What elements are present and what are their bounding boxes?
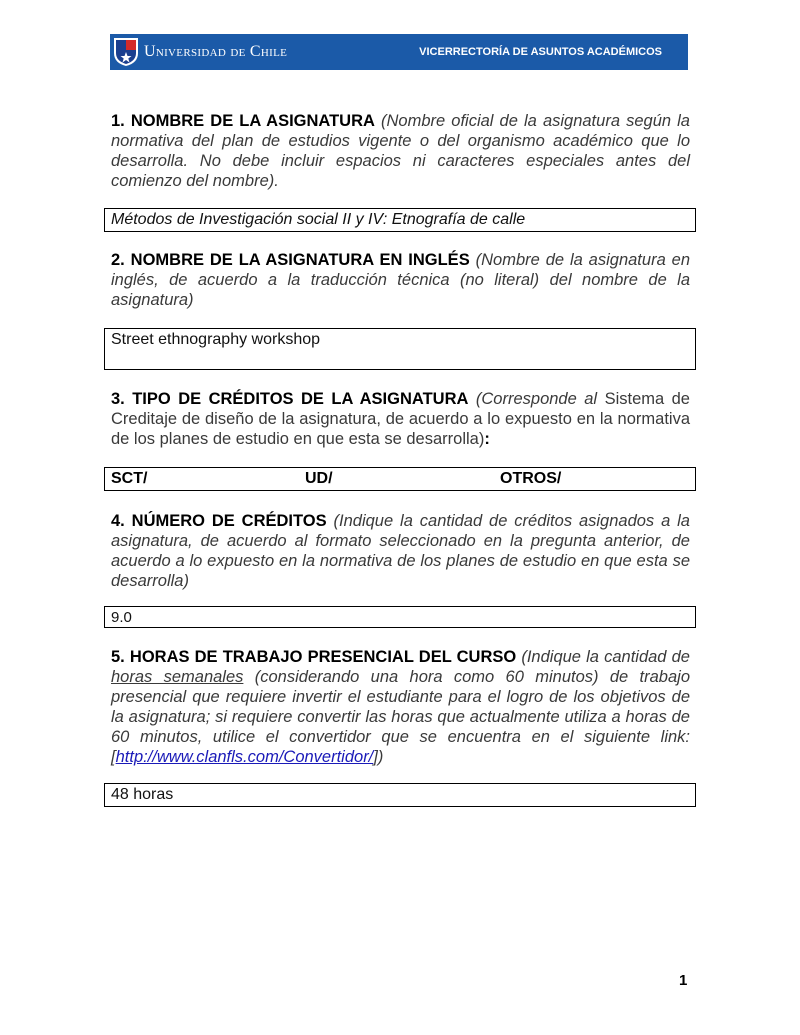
page-number: 1 [679,972,688,989]
section-3-note-b: Sistema de Creditaje de diseño de la asignatura, de acuerdo a lo expuesto en la normativa de los planes de estudio en que esta se desarrolla) [111,390,690,448]
unit-name: VICERRECTORÍA DE ASUNTOS ACADÉMICOS [419,46,662,58]
link-close-bracket: ]) [373,748,384,766]
header-banner [110,34,688,70]
university-shield-icon [113,37,139,67]
section-2-heading [111,250,690,310]
hours-value: 48 horas [111,786,174,803]
credit-type-ud: UD/ [305,470,333,487]
credit-type-sct: SCT/ [111,470,148,487]
section-2-note: (Nombre de la asignatura en inglés, de acuerdo a la traducción técnica (no literal) del nombre de la asignatura) [111,251,690,309]
link-open-bracket: [ [111,748,116,766]
course-name-value: Métodos de Investigación social II y IV: Etnografía de calle [111,211,526,228]
credit-type-otros: OTROS/ [500,470,562,487]
section-1-title: 1. NOMBRE DE LA ASIGNATURA [111,112,375,130]
section-3-colon: : [484,430,490,448]
section-3-heading [111,389,690,449]
hours-field [104,783,696,807]
section-5-note-underlined: horas semanales [111,668,244,686]
english-name-value: Street ethnography workshop [111,331,321,348]
section-3-title: 3. TIPO DE CRÉDITOS DE LA ASIGNATURA [111,390,469,408]
credit-type-row [104,467,696,491]
university-name: Universidad de Chile [144,43,288,60]
credits-number-value: 9.0 [111,609,132,626]
section-5-title: 5. HORAS DE TRABAJO PRESENCIAL DEL CURSO [111,648,517,666]
section-4-title: 4. NÚMERO DE CRÉDITOS [111,512,327,530]
section-3-note-a: (Corresponde al [475,390,598,408]
section-4-note: (Indique la cantidad de créditos asignados a la asignatura, de acuerdo al formato seleccionado en la pregunta anterior, de acuerdo a lo expuesto en la normativa de los planes de estudio en que esta se desarrolla) [111,512,690,590]
section-5-note-b: (considerando una hora como 60 minutos) de trabajo presencial que requiere invertir el estudiante para el logro de los objetivos de la asignatura; si requiere convertir las horas que actualmente utiliza a horas de 60 minutos, utilice el convertidor que se encuentra en el siguiente link: [111,668,690,746]
section-1-heading [111,111,690,191]
converter-link[interactable]: http://www.clanfls.com/Convertidor/ [115,748,374,766]
credits-number-field [104,606,696,628]
course-name-field [104,208,696,232]
section-2-title: 2. NOMBRE DE LA ASIGNATURA EN INGLÉS [111,251,470,269]
section-4-heading [111,511,690,591]
section-1-note: (Nombre oficial de la asignatura según la normativa del plan de estudios vigente o del organismo académico que lo desarrolla. No debe incluir espacios ni caracteres especiales antes del comienzo del nombre). [111,112,690,190]
section-5-note-a: (Indique la cantidad de [521,648,690,666]
english-name-field [104,328,696,370]
section-5-heading [111,647,690,767]
